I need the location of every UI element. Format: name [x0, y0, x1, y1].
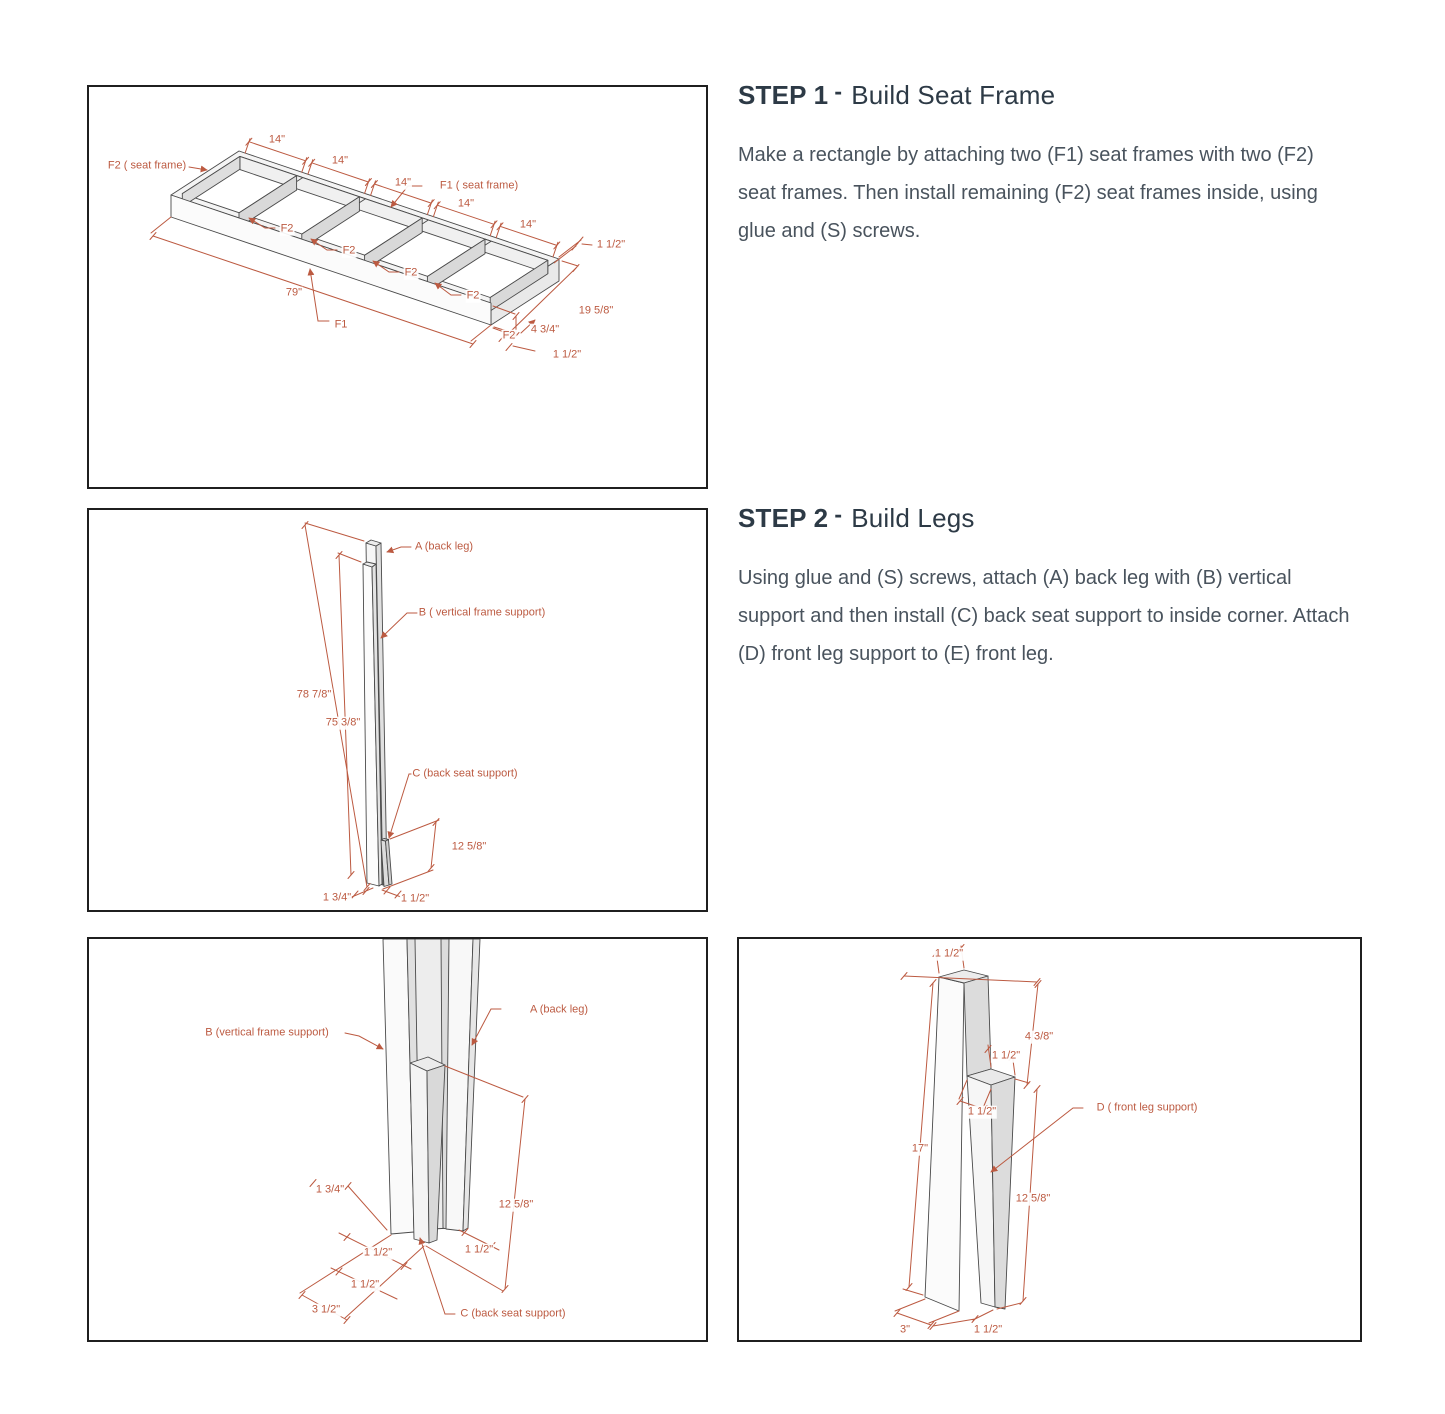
step1-title: Build Seat Frame: [851, 80, 1056, 110]
dimension-label: 1 1/2": [350, 1278, 380, 1291]
dimension-label: 1 1/2": [991, 1049, 1021, 1062]
dimension-label: C (back seat support): [412, 767, 518, 780]
dimension-label: 14": [268, 133, 286, 146]
dimension-label: F2 ( seat frame): [107, 159, 187, 172]
dimension-label: 3": [899, 1323, 911, 1336]
step2-diagram-panel: [87, 508, 708, 912]
dimension-label: F1: [334, 318, 348, 331]
dimension-label: 1 3/4": [322, 891, 352, 904]
back-leg-detail-labels: [89, 939, 706, 1340]
dimension-label: 4 3/4": [530, 323, 560, 336]
dimension-label: 1 1/2": [400, 892, 430, 905]
step2-description: Using glue and (S) screws, attach (A) back leg with (B) vertical support and then install (C) back seat support to inside corner. Attach (D) front leg support to (E) front leg.: [738, 567, 1350, 665]
step2-label: STEP 2: [738, 503, 829, 533]
dimension-label: 12 5/8": [1015, 1192, 1051, 1205]
dimension-label: 1 1/2": [464, 1243, 494, 1256]
dimension-label: 14": [394, 176, 412, 189]
dimension-label: 1 3/4": [315, 1183, 345, 1196]
step2-text-block: [738, 503, 1350, 673]
dimension-label: 14": [331, 154, 349, 167]
dimension-label: 1 1/2": [596, 238, 626, 251]
dimension-label: 1 1/2": [967, 1105, 997, 1118]
dimension-label: 4 3/8": [1024, 1030, 1054, 1043]
dimension-label: F2: [466, 289, 480, 302]
dimension-label: F1 ( seat frame): [439, 179, 519, 192]
dimension-label: 1 1/2": [973, 1323, 1003, 1336]
dimension-label: F2: [342, 244, 356, 257]
leg-detail-diagram-panel: [87, 937, 708, 1342]
dimension-label: 1 1/2": [934, 947, 964, 960]
front-leg-labels: [739, 939, 1360, 1340]
dimension-label: 1 1/2": [363, 1246, 393, 1259]
step1-text-block: [738, 80, 1350, 250]
dimension-label: D ( front leg support): [1096, 1101, 1198, 1114]
step1-separator: -: [834, 78, 843, 104]
dimension-label: F2: [404, 266, 418, 279]
dimension-label: 3 1/2": [311, 1303, 341, 1316]
dimension-label: 17": [911, 1142, 929, 1155]
step1-heading: [738, 80, 1350, 111]
dimension-label: C (back seat support): [460, 1307, 566, 1320]
front-leg-diagram-panel: [737, 937, 1362, 1342]
step1-label: STEP 1: [738, 80, 829, 110]
dimension-label: A (back leg): [414, 540, 474, 553]
dimension-label: 78 7/8": [296, 688, 332, 701]
step2-separator: -: [834, 501, 843, 527]
dimension-label: 12 5/8": [498, 1198, 534, 1211]
dimension-label: 79": [285, 286, 303, 299]
dimension-label: 14": [457, 197, 475, 210]
dimension-label: B (vertical frame support): [205, 1026, 329, 1039]
dimension-label: B ( vertical frame support): [418, 606, 546, 619]
dimension-label: F2: [280, 222, 294, 235]
dimension-label: 14": [519, 218, 537, 231]
step1-description: Make a rectangle by attaching two (F1) seat frames with two (F2) seat frames. Then install remaining (F2) seat frames inside, using glue and (S) screws.: [738, 144, 1318, 242]
dimension-label: A (back leg): [529, 1003, 589, 1016]
step1-diagram-panel: [87, 85, 708, 489]
dimension-label: 75 3/8": [325, 716, 361, 729]
dimension-label: 1 1/2": [552, 348, 582, 361]
step2-title: Build Legs: [851, 503, 975, 533]
dimension-label: F2: [502, 329, 516, 342]
dimension-label: 19 5/8": [578, 304, 614, 317]
dimension-label: 12 5/8": [451, 840, 487, 853]
seat-frame-labels: [89, 87, 706, 487]
step2-heading: [738, 503, 1350, 534]
back-leg-labels: [89, 510, 706, 910]
